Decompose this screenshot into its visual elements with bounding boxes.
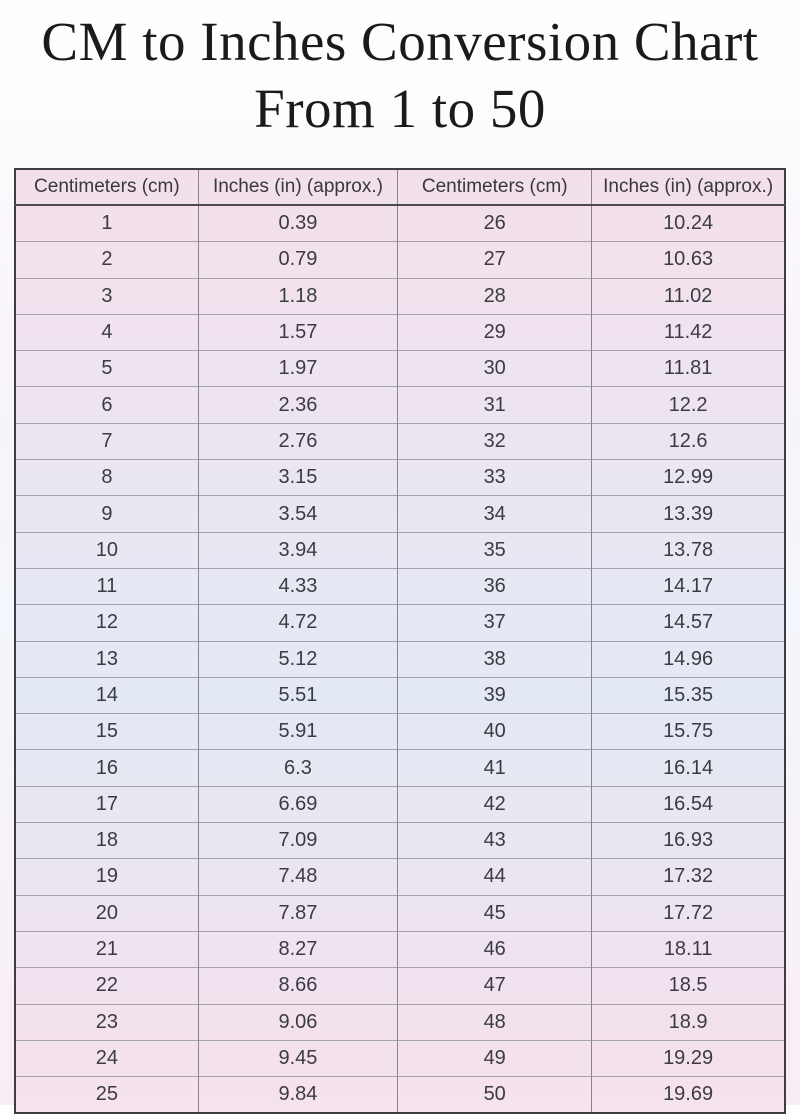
table-row [15,786,785,822]
cell-centimeters-right: 42 [398,786,592,822]
cell-inches-left: 2.36 [198,387,397,423]
cell-centimeters-left: 7 [15,423,198,459]
cell-inches-right: 19.29 [592,1040,785,1076]
cell-inches-left: 5.12 [198,641,397,677]
table-row [15,532,785,568]
table-row [15,205,785,242]
cell-inches-left: 9.45 [198,1040,397,1076]
cell-centimeters-left: 23 [15,1004,198,1040]
cell-centimeters-right: 29 [398,314,592,350]
cell-inches-left: 2.76 [198,423,397,459]
cell-centimeters-right: 48 [398,1004,592,1040]
cell-inches-left: 7.87 [198,895,397,931]
cell-inches-left: 5.91 [198,714,397,750]
table-row [15,387,785,423]
cell-inches-left: 8.66 [198,968,397,1004]
cell-inches-left: 6.3 [198,750,397,786]
cell-centimeters-right: 40 [398,714,592,750]
cell-centimeters-left: 15 [15,714,198,750]
cell-centimeters-left: 9 [15,496,198,532]
cell-inches-left: 3.15 [198,460,397,496]
cell-centimeters-left: 18 [15,823,198,859]
cell-centimeters-right: 32 [398,423,592,459]
table-row [15,1077,785,1114]
cell-inches-right: 16.14 [592,750,785,786]
cell-centimeters-left: 24 [15,1040,198,1076]
cell-inches-right: 12.2 [592,387,785,423]
cell-inches-right: 15.75 [592,714,785,750]
cell-centimeters-left: 22 [15,968,198,1004]
cell-inches-right: 18.11 [592,931,785,967]
cell-centimeters-left: 16 [15,750,198,786]
cell-centimeters-left: 12 [15,605,198,641]
cell-centimeters-right: 36 [398,568,592,604]
table-row [15,714,785,750]
cell-inches-right: 14.96 [592,641,785,677]
cell-centimeters-right: 49 [398,1040,592,1076]
table-row [15,242,785,278]
table-row [15,278,785,314]
cell-centimeters-left: 17 [15,786,198,822]
cell-inches-left: 1.18 [198,278,397,314]
page-title [0,0,800,142]
table-row [15,859,785,895]
header-row [15,169,785,205]
cell-centimeters-right: 37 [398,605,592,641]
table-row [15,460,785,496]
cell-inches-right: 16.54 [592,786,785,822]
cell-centimeters-right: 31 [398,387,592,423]
cell-inches-left: 3.54 [198,496,397,532]
cell-centimeters-right: 50 [398,1077,592,1114]
cell-inches-right: 12.99 [592,460,785,496]
title-line-1: CM to Inches Conversion Chart [41,11,759,72]
column-header-centimeters-left: Centimeters (cm) [15,169,198,205]
cell-inches-right: 18.5 [592,968,785,1004]
cell-centimeters-right: 39 [398,677,592,713]
cell-centimeters-right: 33 [398,460,592,496]
cell-centimeters-right: 44 [398,859,592,895]
table-row [15,895,785,931]
cell-inches-right: 13.78 [592,532,785,568]
cell-inches-left: 3.94 [198,532,397,568]
cell-centimeters-right: 47 [398,968,592,1004]
table-row [15,677,785,713]
cell-centimeters-right: 45 [398,895,592,931]
cell-inches-right: 11.81 [592,351,785,387]
cell-inches-left: 8.27 [198,931,397,967]
cell-inches-right: 12.6 [592,423,785,459]
cell-centimeters-left: 2 [15,242,198,278]
cell-centimeters-right: 46 [398,931,592,967]
cell-centimeters-left: 6 [15,387,198,423]
cell-inches-right: 11.02 [592,278,785,314]
cell-inches-left: 1.57 [198,314,397,350]
cell-centimeters-right: 27 [398,242,592,278]
cell-inches-right: 13.39 [592,496,785,532]
cell-centimeters-left: 13 [15,641,198,677]
cell-centimeters-right: 28 [398,278,592,314]
cell-inches-right: 14.57 [592,605,785,641]
table-body [15,205,785,1113]
cell-centimeters-left: 21 [15,931,198,967]
cell-centimeters-left: 25 [15,1077,198,1114]
cell-centimeters-left: 1 [101,212,113,235]
cell-inches-left: 0.39 [198,205,397,242]
cell-inches-right: 19.69 [592,1077,785,1114]
cell-centimeters-left: 3 [15,278,198,314]
table-row [15,423,785,459]
cell-centimeters-right: 34 [398,496,592,532]
cell-inches-left: 9.06 [198,1004,397,1040]
column-header-inches-right: Inches (in) (approx.) [592,169,785,205]
title-line-2: From 1 to 50 [254,78,546,139]
cell-inches-left: 9.84 [198,1077,397,1114]
cell-centimeters-right: 43 [398,823,592,859]
cell-inches-right: 17.32 [592,859,785,895]
table-row [15,568,785,604]
cell-centimeters-left: 20 [15,895,198,931]
cell-centimeters-right: 38 [398,641,592,677]
cell-centimeters-left: 4 [15,314,198,350]
cell-inches-left: 5.51 [198,677,397,713]
column-header-inches-left: Inches (in) (approx.) [198,169,397,205]
cell-inches-left: 4.72 [198,605,397,641]
cell-centimeters-left: 10 [15,532,198,568]
table-row [15,351,785,387]
cell-centimeters-right: 41 [398,750,592,786]
cell-centimeters-left: 19 [15,859,198,895]
cell-inches-right: 14.17 [592,568,785,604]
cell-inches-right: 15.35 [592,677,785,713]
table-row [15,968,785,1004]
cell-inches-right: 10.63 [592,242,785,278]
table-row [15,823,785,859]
cell-inches-left: 7.09 [198,823,397,859]
cell-inches-right: 16.93 [592,823,785,859]
cell-inches-left: 6.69 [198,786,397,822]
cell-centimeters-left: 11 [15,568,198,604]
table-row [15,641,785,677]
cell-centimeters-right: 35 [398,532,592,568]
table-row [15,314,785,350]
table-row [15,496,785,532]
cell-inches-right: 11.42 [592,314,785,350]
cell-centimeters-left: 5 [15,351,198,387]
conversion-table [14,168,786,1114]
cell-inches-left: 1.97 [198,351,397,387]
cell-inches-right: 17.72 [592,895,785,931]
cell-inches-left: 4.33 [198,568,397,604]
table-row [15,1004,785,1040]
cell-inches-left: 7.48 [198,859,397,895]
cell-centimeters-right: 26 [398,205,592,242]
cell-inches-left: 0.79 [198,242,397,278]
cell-centimeters-left: 8 [15,460,198,496]
table-row [15,1040,785,1076]
column-header-centimeters-right: Centimeters (cm) [398,169,592,205]
table-row [15,605,785,641]
cell-centimeters-right: 30 [398,351,592,387]
cell-inches-right: 18.9 [592,1004,785,1040]
table-row [15,931,785,967]
cell-centimeters-left: 14 [15,677,198,713]
table-row [15,750,785,786]
cell-inches-right: 10.24 [592,205,785,242]
